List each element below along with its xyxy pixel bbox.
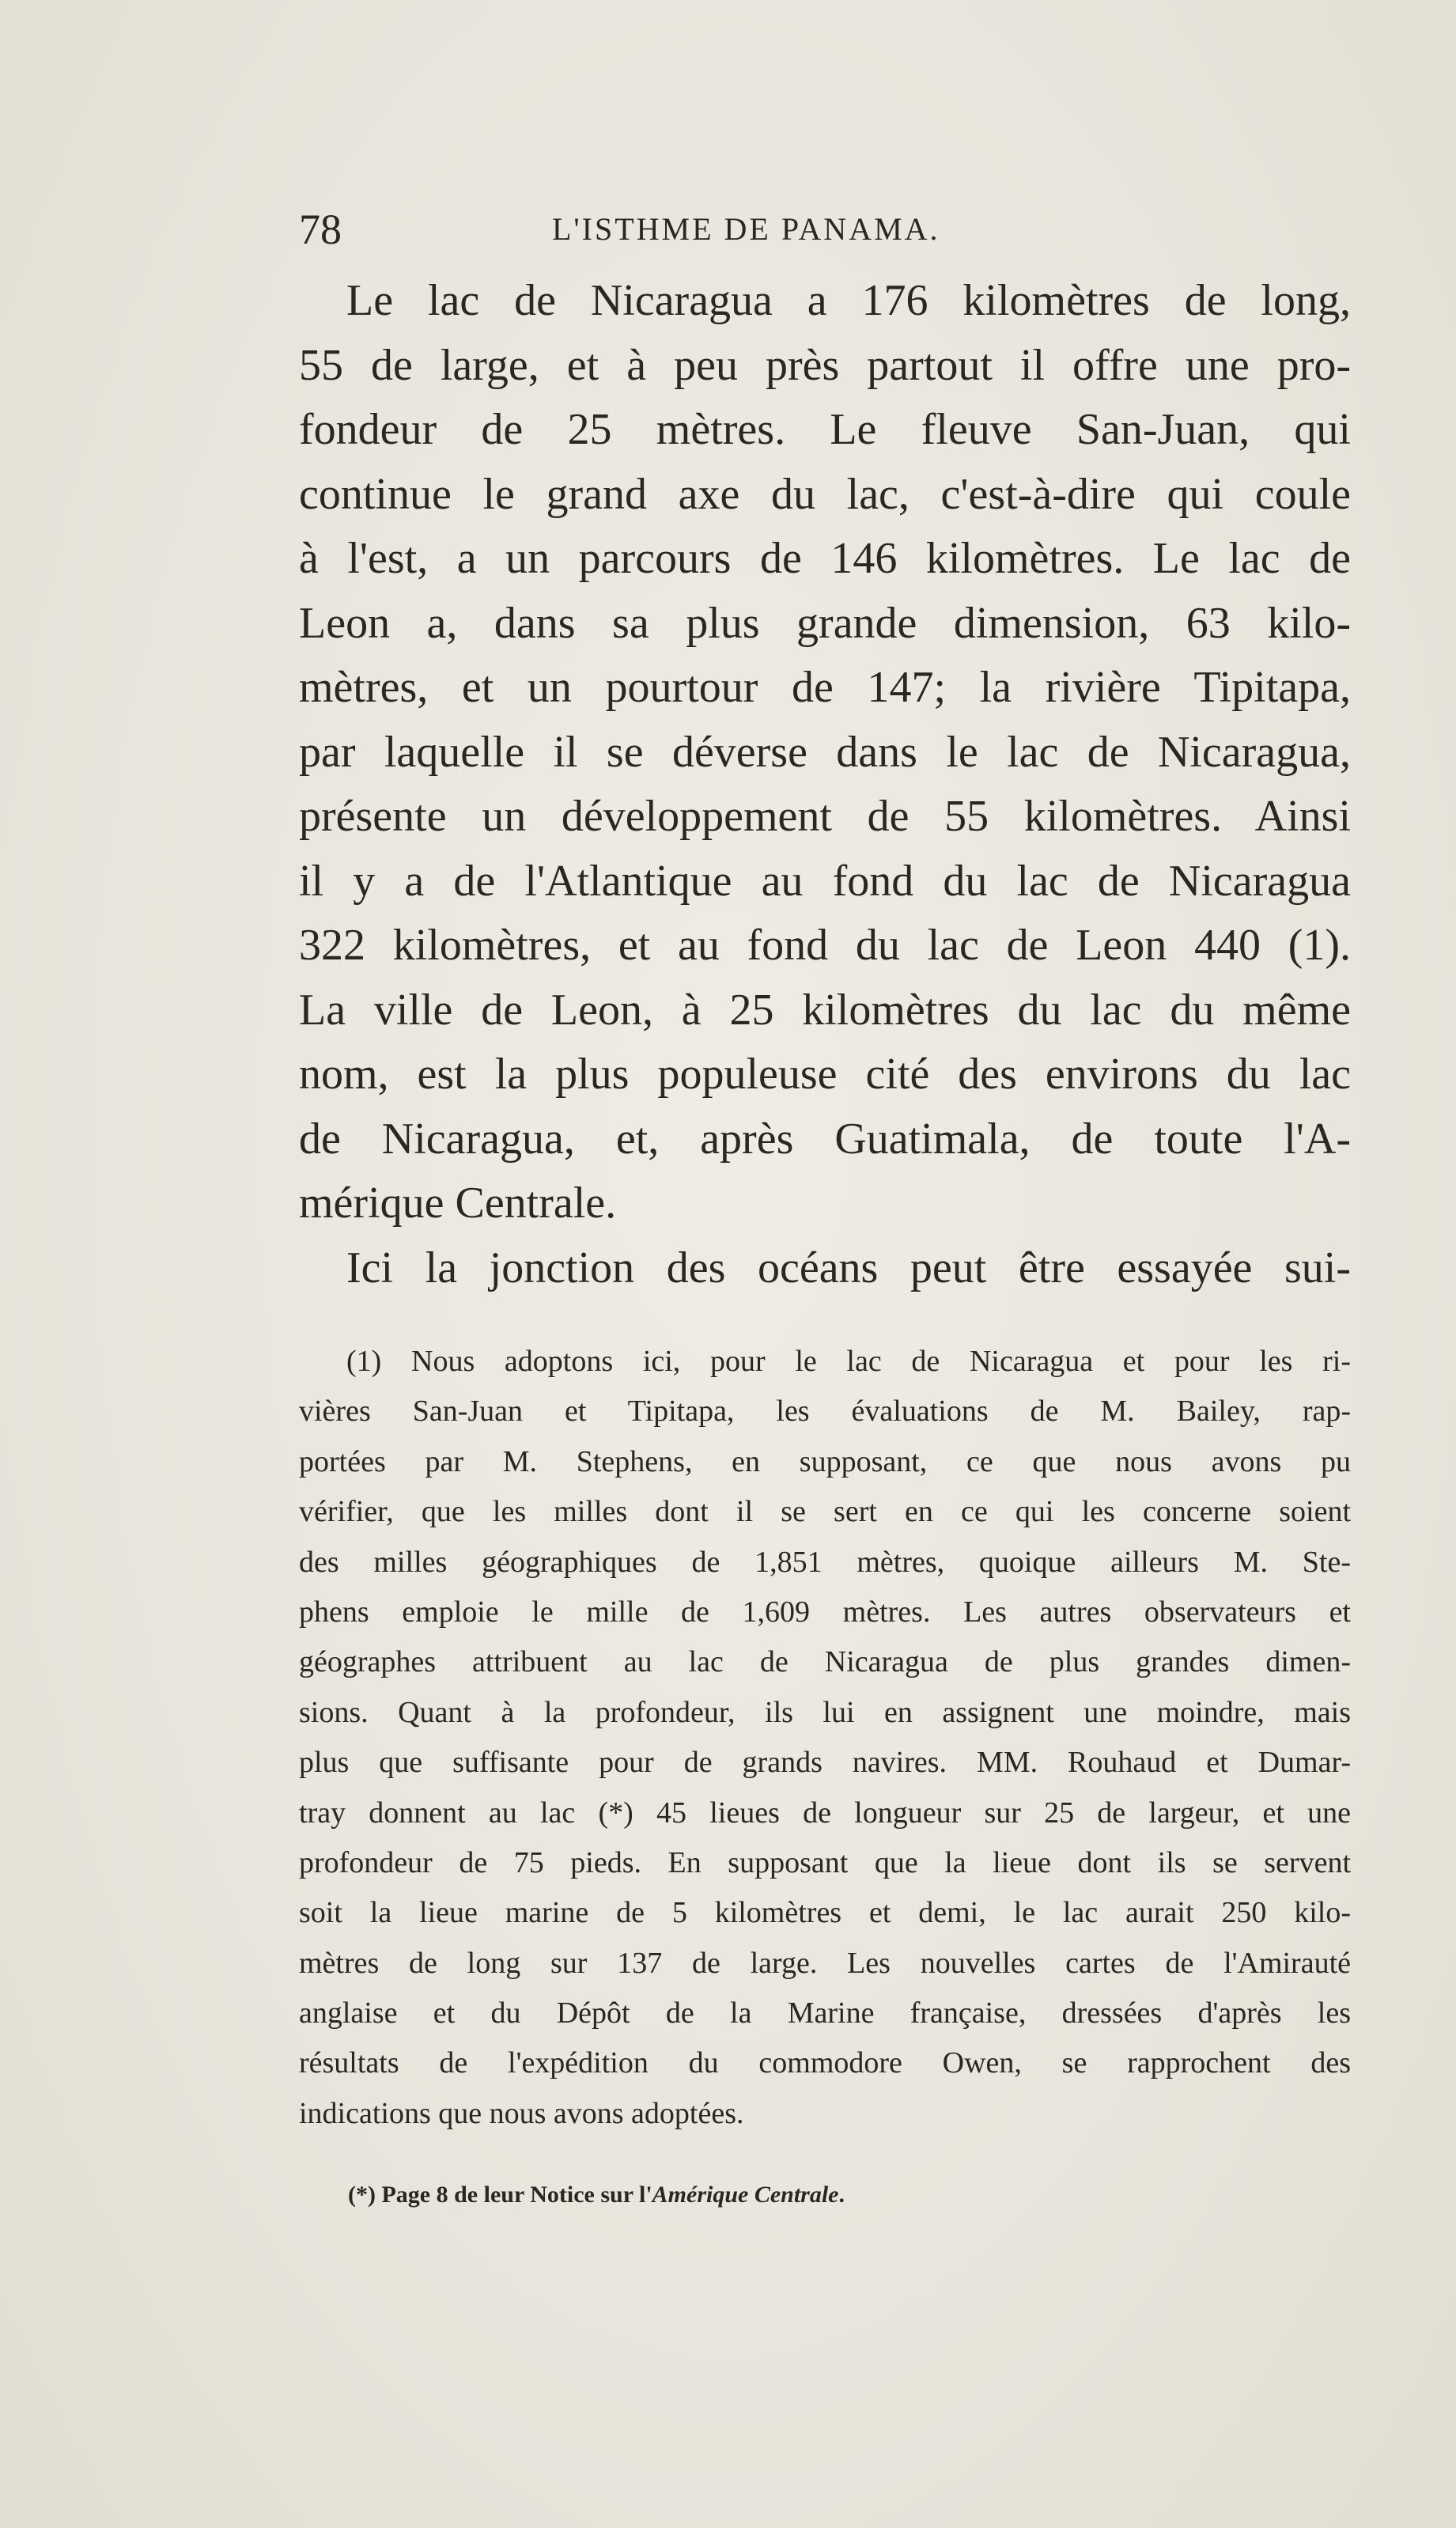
body-line: Leon a, dans sa plus grande dimension, 63 kilo- — [299, 598, 1351, 648]
footnote-line: géographes attribuent au lac de Nicaragua de plus grandes dimen- — [299, 1645, 1351, 1679]
sub-footnote-end: . — [838, 2182, 845, 2208]
body-line: mérique Centrale. — [299, 1179, 617, 1228]
footnote-line: phens emploie le mille de 1,609 mètres. Les autres observateurs et — [299, 1595, 1351, 1629]
body-line: mètres, et un pourtour de 147; la rivière Tipitapa, — [299, 663, 1351, 712]
sub-footnote-text: (*) Page 8 de leur Notice sur l' — [348, 2182, 652, 2208]
page-number: 78 — [299, 206, 342, 253]
body-line: Ici la jonction des océans peut être essayée sui- — [346, 1243, 1351, 1292]
body-line: présente un développement de 55 kilomètres. Ainsi — [299, 792, 1351, 841]
footnote-line: mètres de long sur 137 de large. Les nouvelles cartes de l'Amirauté — [299, 1946, 1351, 1980]
sub-footnote — [348, 2171, 1297, 2219]
footnote-line: profondeur de 75 pieds. En supposant que la lieue dont ils se servent — [299, 1845, 1351, 1879]
main-text — [299, 269, 1351, 1300]
body-line: à l'est, a un parcours de 146 kilomètres. Le lac de — [299, 534, 1351, 583]
footnote-line: vérifier, que les milles dont il se sert en ce qui les concerne soient — [299, 1495, 1351, 1529]
sub-footnote-title: Amérique Centrale — [652, 2182, 839, 2208]
body-line: nom, est la plus populeuse cité des environs du lac — [299, 1050, 1351, 1099]
footnote-line: soit la lieue marine de 5 kilomètres et demi, le lac aurait 250 kilo- — [299, 1896, 1351, 1930]
footnote-line: sions. Quant à la profondeur, ils lui en assignent une moindre, mais — [299, 1695, 1351, 1729]
footnote-line: (1) Nous adoptons ici, pour le lac de Nicaragua et pour les ri- — [346, 1345, 1351, 1378]
running-head — [299, 198, 1351, 261]
body-line: La ville de Leon, à 25 kilomètres du lac du même — [299, 985, 1351, 1035]
footnote-line: résultats de l'expédition du commodore Owen, se rapprochent des — [299, 2046, 1351, 2080]
footnote-line: tray donnent au lac (*) 45 lieues de longueur sur 25 de largeur, et une — [299, 1796, 1351, 1830]
footnote-line: portées par M. Stephens, en supposant, ce que nous avons pu — [299, 1444, 1351, 1478]
body-line: continue le grand axe du lac, c'est-à-dire qui coule — [299, 469, 1351, 519]
footnote-line: vières San-Juan et Tipitapa, les évaluations de M. Bailey, rap- — [299, 1395, 1351, 1429]
body-line: 55 de large, et à peu près partout il offre une pro- — [299, 340, 1351, 390]
footnote-line: indications que nous avons adoptées. — [299, 2096, 744, 2130]
footnote — [299, 1337, 1351, 2139]
body-line: il y a de l'Atlantique au fond du lac de Nicaragua — [299, 856, 1351, 906]
footnote-line: plus que suffisante pour de grands navires. MM. Rouhaud et Dumar- — [299, 1746, 1351, 1780]
body-line: 322 kilomètres, et au fond du lac de Leon 440 (1). — [299, 921, 1351, 970]
body-line: fondeur de 25 mètres. Le fleuve San-Juan, qui — [299, 405, 1351, 454]
body-line: de Nicaragua, et, après Guatimala, de toute l'A- — [299, 1114, 1351, 1164]
footnote-line: anglaise et du Dépôt de la Marine française, dressées d'après les — [299, 1996, 1351, 2030]
footnote-line: des milles géographiques de 1,851 mètres, quoique ailleurs M. Ste- — [299, 1545, 1351, 1579]
running-title: L'ISTHME DE PANAMA. — [552, 211, 940, 247]
body-line: par laquelle il se déverse dans le lac de Nicaragua, — [299, 727, 1351, 777]
body-line: Le lac de Nicaragua a 176 kilomètres de long, — [346, 276, 1351, 325]
